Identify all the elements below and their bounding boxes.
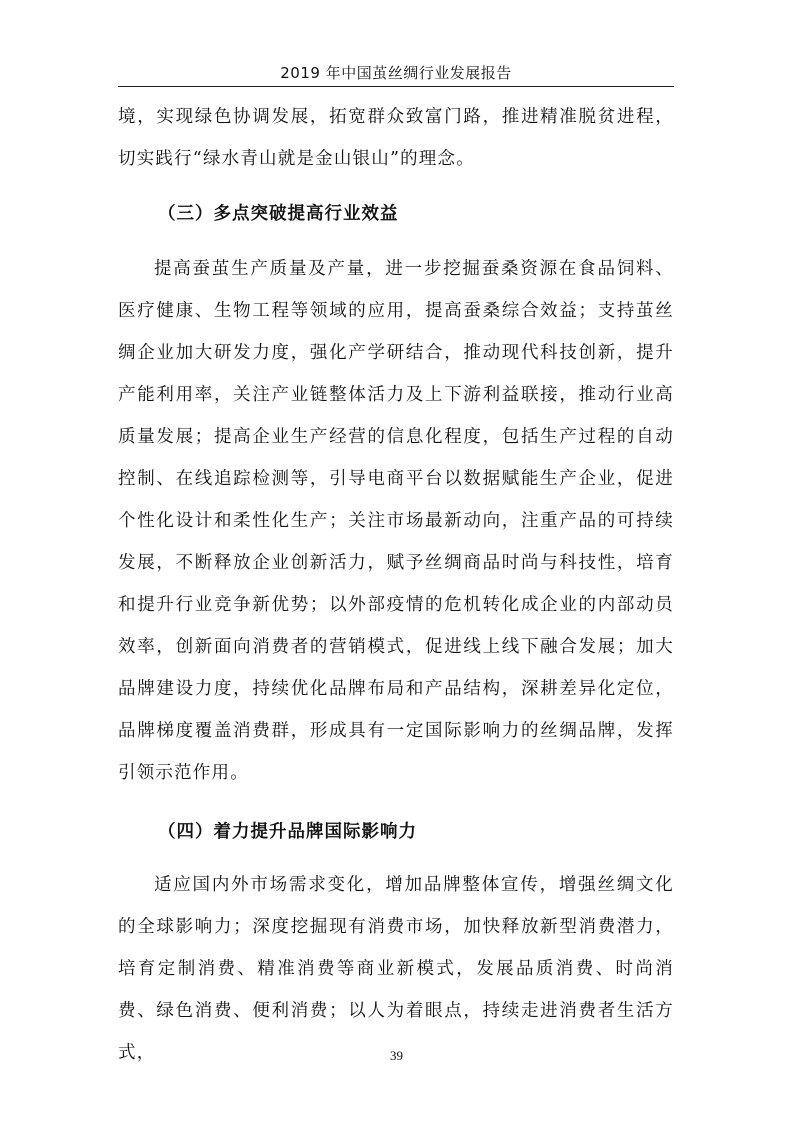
paragraph-industry-efficiency: 提高蚕茧生产质量及产量，进一步挖掘蚕桑资源在食品饲料、医疗健康、生物工程等领域的应用，提高蚕桑综合效益；支持茧丝绸企业加大研发力度，强化产学研结合，推动现代科技创新，提升产能利用率，关注产业链整体活力及上下游利益联接，推动行业高质量发展；提高企业生产经营的信息化程度，包括生产过程的自动控制、在线追踪检测等，引导电商平台以数据赋能生产企业，促进个性化设计和柔性化生产；关注市场最新动向，注重产品的可持续发展，不断释放企业创新活力，赋予丝绸商品时尚与科技性，培育和提升行业竞争新优势；以外部疫情的危机转化成企业的内部动员效率，创新面向消费者的营销模式，促进线上线下融合发展；加大品牌建设力度，持续优化品牌布局和产品结构，深耕差异化定位，品牌梯度覆盖消费群，形成具有一定国际影响力的丝绸品牌，发挥引领示范作用。 bbox=[118, 259, 674, 783]
page-content bbox=[118, 96, 674, 1074]
section-heading-4: （四）着力提升品牌国际影响力 bbox=[158, 822, 417, 842]
page-number: 39 bbox=[390, 1048, 403, 1063]
section-heading-3: （三）多点突破提高行业效益 bbox=[158, 204, 399, 224]
paragraph-brand-influence: 适应国内外市场需求变化，增加品牌整体宣传，增强丝绸文化的全球影响力；深度挖掘现有消费市场，加快释放新型消费潜力，培育定制消费、精准消费等商业新模式，发展品质消费、时尚消费、绿色消费、便利消费；以人为着眼点，持续走进消费者生活方式， bbox=[118, 875, 674, 1063]
report-title: 2019 年中国茧丝绸行业发展报告 bbox=[280, 64, 512, 82]
page-header bbox=[118, 62, 674, 87]
paragraph-continuation: 境，实现绿色协调发展，拓宽群众致富门路，推进精准脱贫进程，切实践行“绿水青山就是金山银山”的理念。 bbox=[118, 107, 674, 169]
